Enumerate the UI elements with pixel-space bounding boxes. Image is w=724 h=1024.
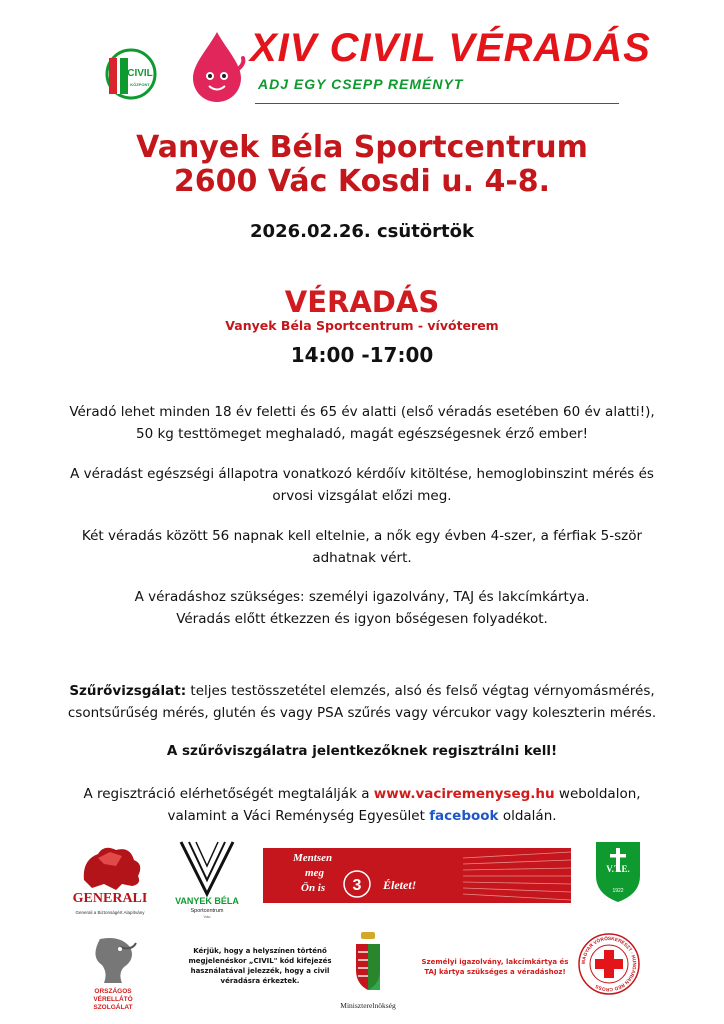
paragraph-line: A véradáshoz szükséges: személyi igazolvány, TAJ és lakcímkártya. (134, 589, 590, 605)
register-notice: A szűrőviszgálatra jelentkezőknek regisztrálni kell! (166, 743, 558, 759)
registration-text-part: A regisztráció elérhetőségét megtalálják a (83, 786, 374, 802)
paragraph-line (0, 783, 724, 805)
vanyek-sub: Sportcentrum (190, 908, 224, 914)
banner-word-3: Ön is (301, 882, 326, 894)
eligibility-paragraph (0, 401, 724, 445)
venue-name: Vanyek Béla Sportcentrum (136, 130, 588, 165)
paragraph-line: csontsűrűség mérés, glutén és vagy PSA szűrés vagy vércukor vagy koleszterin mérés. (67, 705, 657, 721)
header-divider (255, 103, 619, 104)
screening-text-rest: teljes testösszetétel elemzés, alsó és felső végtag vérnyomásmérés, (186, 683, 655, 699)
screening-label: Szűrővizsgálat: (69, 683, 187, 699)
osz-line-2: VÉRELLÁTÓ (93, 996, 133, 1003)
vanyek-bela-sportcentrum-logo (165, 838, 250, 920)
requirements-paragraph (0, 586, 724, 630)
registration-text-part: oldalán. (498, 808, 557, 824)
osz-line-3: SZOLGÁLAT (93, 1004, 133, 1011)
campaign-banner (263, 848, 571, 903)
banner-word-1: Mentsen (293, 852, 333, 864)
paragraph-line: orvosi vizsgálat előzi meg. (272, 488, 452, 504)
vte-year: 1922 (612, 888, 624, 894)
examination-paragraph (0, 463, 724, 507)
vte-letters: V.T.E. (606, 864, 630, 874)
vte-club-logo (592, 838, 644, 904)
miniszterelnokseg-logo (318, 930, 418, 1014)
registration-text-part: valamint a Váci Reménység Egyesület (167, 808, 430, 824)
event-title: XIV CIVIL VÉRADÁS (250, 26, 651, 70)
banner-number: 3 (352, 877, 362, 894)
frequency-paragraph (0, 525, 724, 569)
paragraph-line: adhatnak vért. (312, 550, 412, 566)
paragraph-line (0, 805, 724, 827)
venue-address: 2600 Vác Kosdi u. 4-8. (173, 164, 551, 199)
paragraph-line: Véradó lehet minden 18 év feletti és 65 év alatti (első véradás esetében 60 év alatti!), (69, 404, 655, 420)
registration-paragraph (0, 783, 724, 827)
banner-word-4: Életet! (383, 878, 417, 892)
event-slogan: ADJ EGY CSEPP REMÉNYT (258, 76, 464, 92)
registration-text-part: weboldalon, (554, 786, 641, 802)
orszagos-verellato-szolgalat-logo (80, 933, 146, 1013)
donation-time: 14:00 -17:00 (290, 343, 434, 367)
vanyek-city: Vác (203, 914, 211, 919)
generali-logo (64, 840, 156, 920)
hungarian-red-cross-logo (577, 932, 641, 996)
redcross-ring-text: MAGYAR VÖRÖSKERESZT · HUNGARIAN RED CROSS (581, 936, 637, 992)
vanyek-name: VANYEK BÉLA (175, 896, 239, 906)
generali-sub: Generali a Biztonságért Alapítvány (75, 910, 145, 915)
facebook-link[interactable]: facebook (429, 808, 499, 824)
blood-drop-mascot-icon (185, 30, 249, 106)
ministry-name: Miniszterelnökség (340, 1001, 396, 1010)
paragraph-line (0, 680, 724, 702)
id-requirement-note: Személyi igazolvány, lakcímkártya és TAJ kártya szükséges a véradáshoz! (421, 958, 569, 976)
website-link[interactable]: www.vaciremenyseg.hu (373, 786, 555, 802)
generali-name: GENERALI (72, 891, 148, 906)
paragraph-line: A véradást egészségi állapotra vonatkozó kérdőív kitöltése, hemoglobinszint mérés és (70, 466, 654, 482)
donation-heading: VÉRADÁS (284, 285, 440, 319)
civil-logo-subtext: KÖZPONT (130, 82, 150, 87)
civil-kozpont-logo (104, 42, 158, 108)
banner-word-2: meg (305, 867, 324, 879)
screening-paragraph (0, 680, 724, 724)
paragraph-line: 50 kg testtömeget meghaladó, magát egészségesnek érző ember! (136, 426, 588, 442)
event-date: 2026.02.26. csütörtök (250, 221, 474, 242)
paragraph-line: Véradás előtt étkezzen és igyon bőségesen folyadékot. (176, 611, 548, 627)
paragraph-line: Két véradás között 56 napnak kell eltelnie, a nők egy évben 4-szer, a férfiak 5-ször (81, 528, 643, 544)
osz-line-1: ORSZÁGOS (94, 988, 132, 995)
civil-code-note: Kérjük, hogy a helyszínen történő megjelenéskor „CIVIL" kód kifejezés használatával jelezzék, hogy a civil véradásra érkeztek. (188, 947, 332, 985)
donation-location: Vanyek Béla Sportcentrum - vívóterem (225, 318, 499, 333)
civil-logo-text: CIVIL (127, 68, 153, 79)
